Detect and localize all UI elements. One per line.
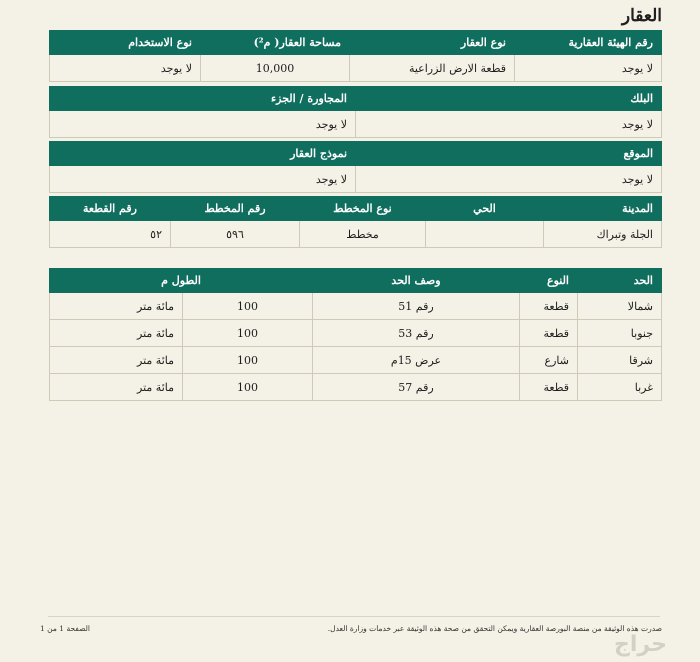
boundary-direction: غربا [578, 374, 662, 401]
boundary-type: قطعة [520, 320, 578, 347]
boundary-direction: شمالا [578, 293, 662, 320]
header-neighbourhood: المجاورة / الجزء [50, 87, 356, 111]
header-plan-number: رقم المخطط [171, 197, 300, 221]
boundary-desc: رقم 51 [313, 293, 520, 320]
footer-note: صدرت هذه الوثيقة من منصة البورصة العقارية ويمكن التحقق من صحة هذه الوثيقة عبر خدمات وزارة العدل. [327, 624, 662, 633]
boundary-length-number: 100 [183, 293, 313, 320]
property-table-row4 [49, 196, 662, 248]
value-plot-number: ٥٢ [50, 221, 171, 248]
header-plan-type: نوع المخطط [300, 197, 426, 221]
header-property-type: نوع العقار [350, 31, 515, 55]
value-registry-number: لا يوجد [515, 55, 662, 82]
header-district: الحي [426, 197, 544, 221]
property-table-row2 [49, 86, 662, 138]
boundary-length-text: مائة متر [50, 293, 183, 320]
value-property-area: 10,000 [201, 55, 350, 82]
header-boundary-desc: وصف الحد [313, 269, 520, 293]
section-title: العقار [621, 6, 662, 26]
value-neighbourhood: لا يوجد [50, 111, 356, 138]
header-location: الموقع [356, 142, 662, 166]
boundaries-table [49, 268, 662, 401]
value-plan-type: مخطط [300, 221, 426, 248]
header-property-model: نموذج العقار [50, 142, 356, 166]
value-property-type: قطعة الارض الزراعية [350, 55, 515, 82]
boundary-type: قطعة [520, 374, 578, 401]
value-plan-number: ٥٩٦ [171, 221, 300, 248]
header-boundary: الحد [578, 269, 662, 293]
boundary-desc: رقم 53 [313, 320, 520, 347]
page-number: الصفحة 1 من 1 [40, 624, 90, 633]
header-registry-number: رقم الهيئة العقارية [515, 31, 662, 55]
header-property-area: مساحة العقار( م²) [201, 31, 350, 55]
boundary-length-number: 100 [183, 320, 313, 347]
value-city: الجلة وتبراك [544, 221, 662, 248]
table-row [50, 374, 662, 401]
boundary-length-number: 100 [183, 347, 313, 374]
value-district [426, 221, 544, 248]
boundary-type: شارع [520, 347, 578, 374]
value-block: لا يوجد [356, 111, 662, 138]
boundary-length-number: 100 [183, 374, 313, 401]
watermark-logo: حراج [614, 632, 667, 657]
boundary-direction: جنوبا [578, 320, 662, 347]
footer-divider [48, 616, 660, 617]
header-block: البلك [356, 87, 662, 111]
table-row [50, 293, 662, 320]
boundary-desc: عرض 15م [313, 347, 520, 374]
boundary-length-text: مائة متر [50, 320, 183, 347]
header-plot-number: رقم القطعة [50, 197, 171, 221]
header-usage-type: نوع الاستخدام [50, 31, 201, 55]
boundary-direction: شرقا [578, 347, 662, 374]
property-table-row1 [49, 30, 662, 82]
boundary-type: قطعة [520, 293, 578, 320]
property-table-row3 [49, 141, 662, 193]
value-location: لا يوجد [356, 166, 662, 193]
boundary-desc: رقم 57 [313, 374, 520, 401]
table-row [50, 320, 662, 347]
header-boundary-type: النوع [520, 269, 578, 293]
table-row [50, 347, 662, 374]
boundary-length-text: مائة متر [50, 374, 183, 401]
header-boundary-length: الطول م [50, 269, 313, 293]
boundary-length-text: مائة متر [50, 347, 183, 374]
value-usage-type: لا يوجد [50, 55, 201, 82]
header-city: المدينة [544, 197, 662, 221]
value-property-model: لا يوجد [50, 166, 356, 193]
